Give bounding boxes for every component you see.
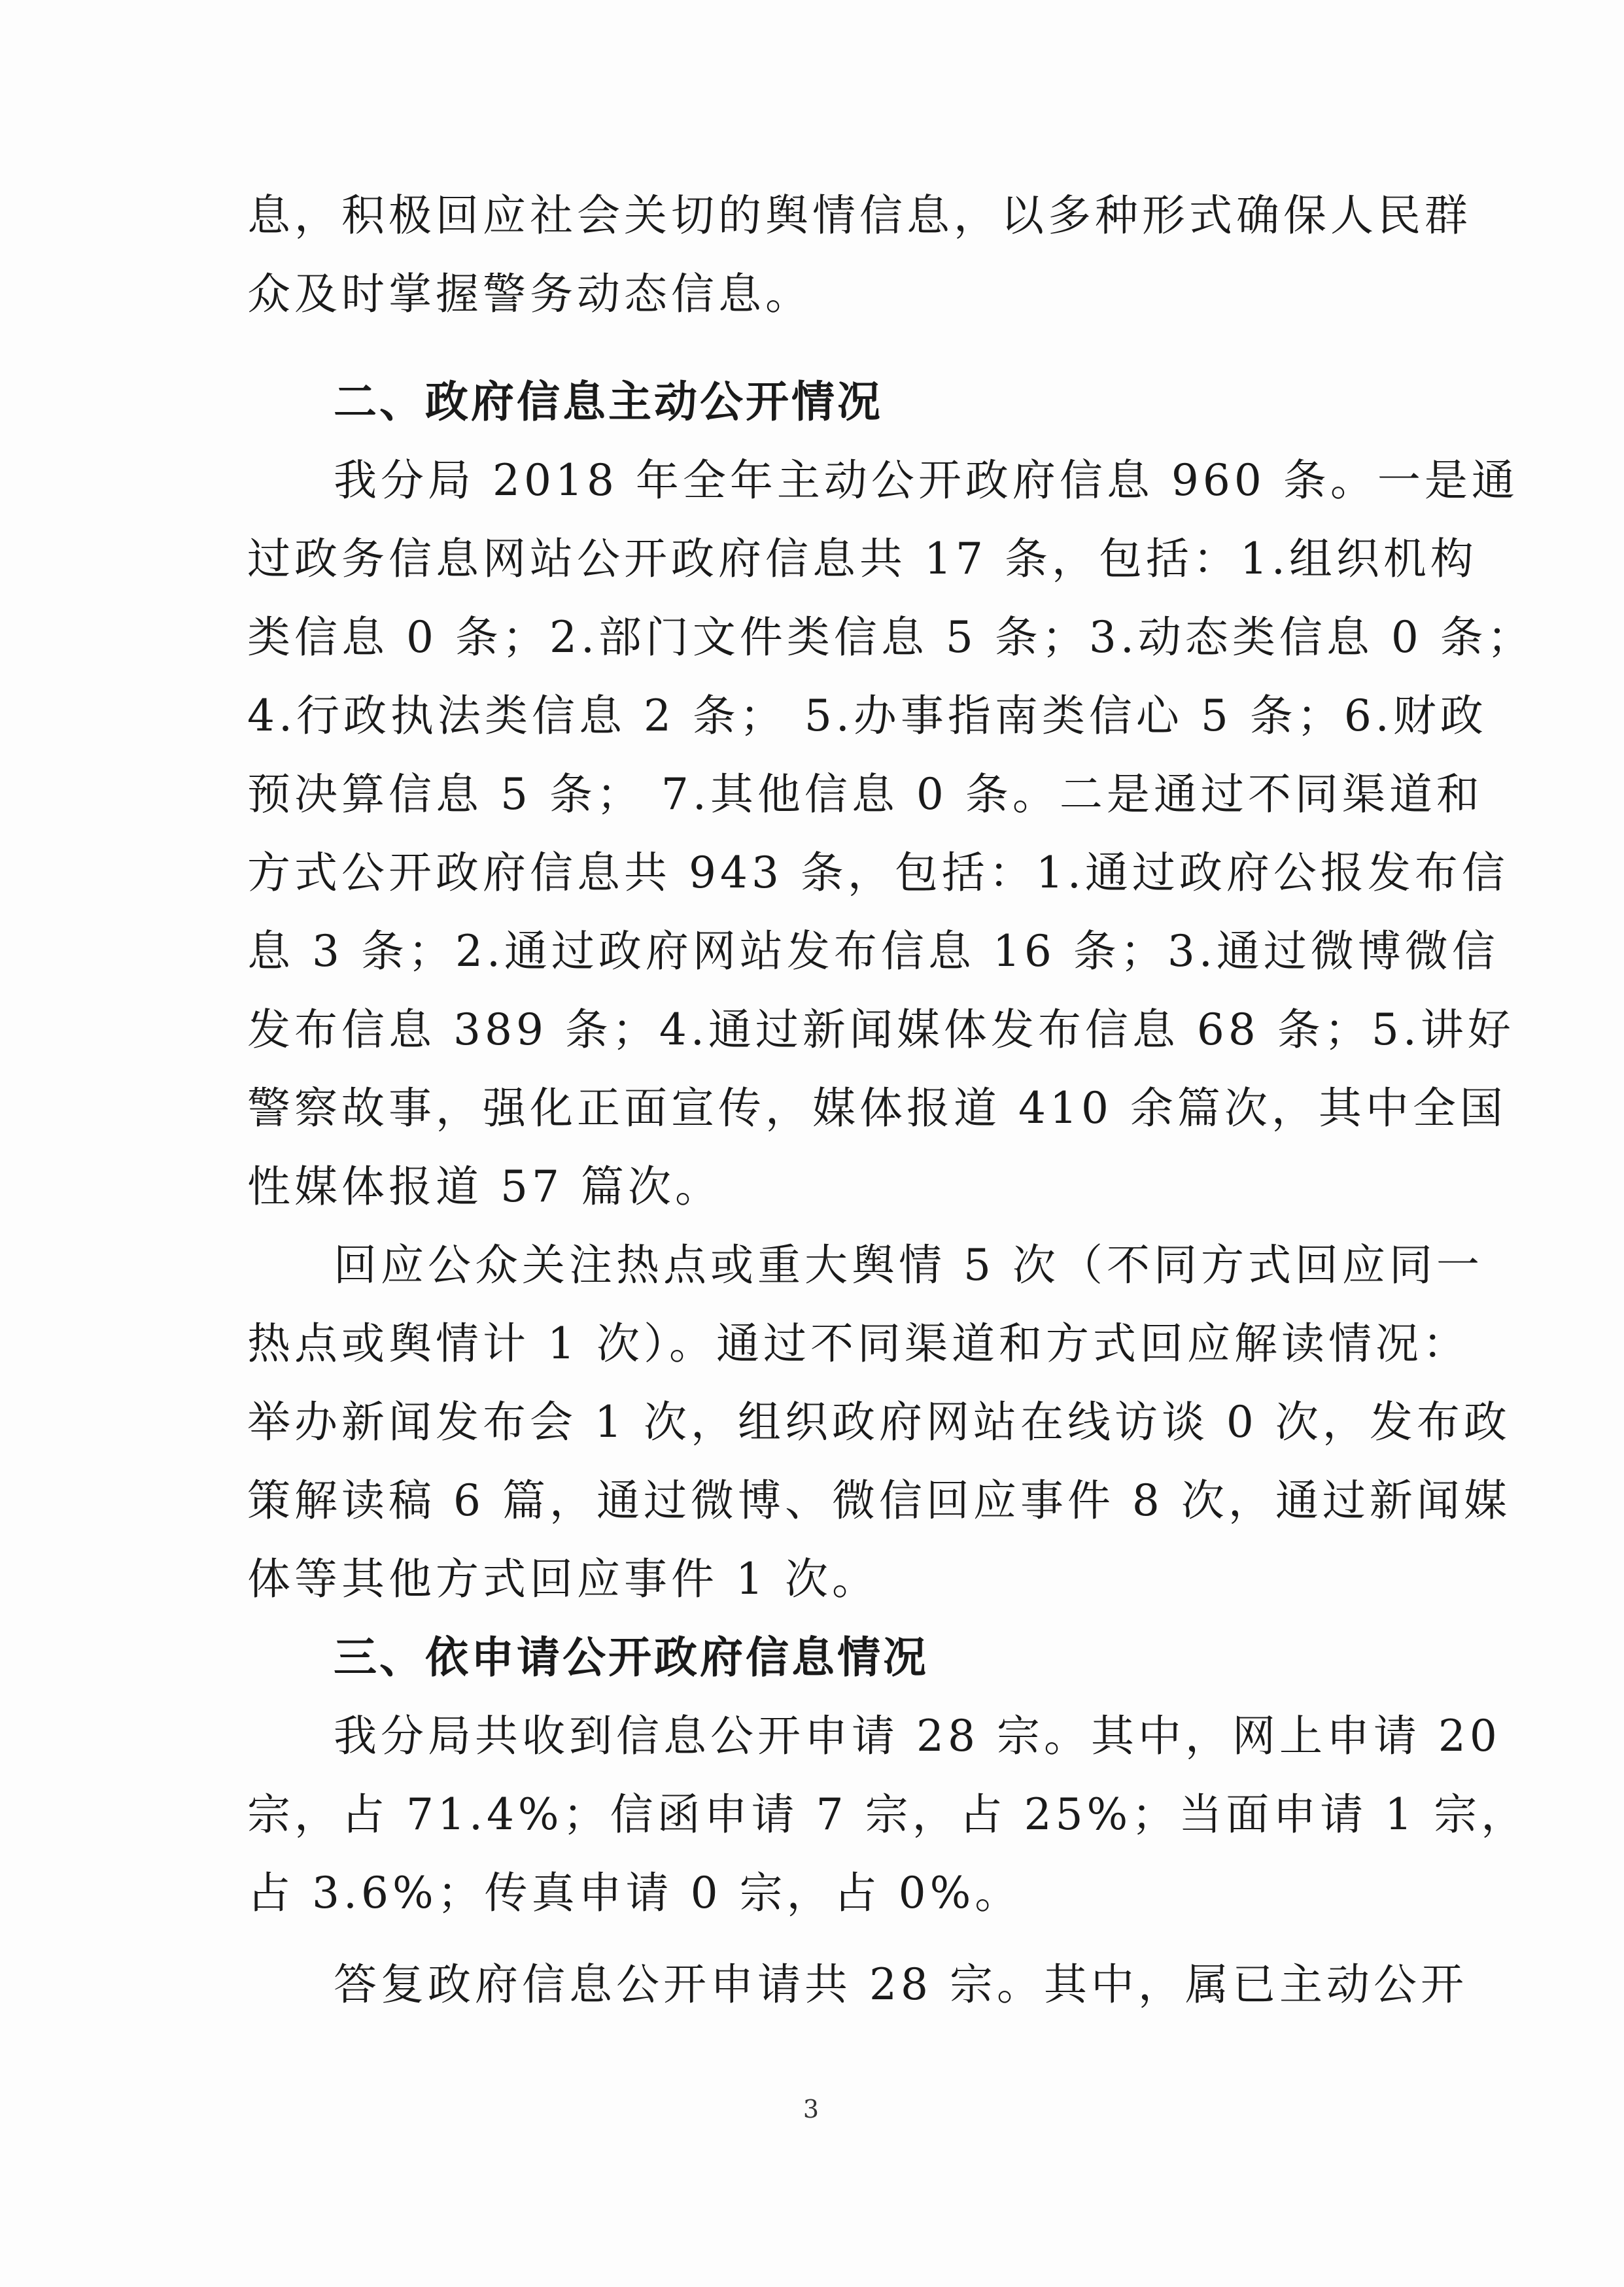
text-line: 众及时掌握警务动态信息。 [247,269,812,319]
text-line: 性媒体报道 57 篇次。 [247,1161,722,1212]
text-line: 预决算信息 5 条； 7.其他信息 0 条。二是通过不同渠道和 [247,769,1483,819]
section-heading-2: 二、政府信息主动公开情况 [334,377,883,427]
text-line: 占 3.6%；传真申请 0 宗，占 0%。 [247,1868,1022,1918]
text-line: 过政务信息网站公开政府信息共 17 条，包括：1.组织机构 [247,534,1477,584]
text-line: 4.行政执法类信息 2 条； 5.办事指南类信心 5 条；6.财政 [247,691,1487,741]
paragraph-line: 答复政府信息公开申请共 28 宗。其中，属已主动公开 [334,1959,1468,2010]
text-line: 息 3 条；2.通过政府网站发布信息 16 条；3.通过微博微信 [247,926,1499,976]
paragraph-line: 我分局 2018 年全年主动公开政府信息 960 条。一是通 [334,455,1519,506]
text-line: 发布信息 389 条；4.通过新闻媒体发布信息 68 条；5.讲好 [247,1005,1515,1055]
text-line: 体等其他方式回应事件 1 次。 [247,1554,879,1604]
paragraph-line: 我分局共收到信息公开申请 28 宗。其中，网上申请 20 [334,1711,1501,1761]
section-heading-3: 三、依申请公开政府信息情况 [334,1632,929,1683]
text-line: 举办新闻发布会 1 次，组织政府网站在线访谈 0 次，发布政 [247,1397,1511,1447]
text-line: 方式公开政府信息共 943 条，包括：1.通过政府公报发布信 [247,848,1509,898]
text-line: 类信息 0 条；2.部门文件类信息 5 条；3.动态类信息 0 条； [247,612,1534,662]
text-line: 警察故事，强化正面宣传，媒体报道 410 余篇次，其中全国 [247,1083,1507,1133]
page-number: 3 [803,2095,820,2124]
paragraph-line: 回应公众关注热点或重大舆情 5 次（不同方式回应同一 [334,1240,1483,1290]
text-line: 息，积极回应社会关切的舆情信息，以多种形式确保人民群 [247,190,1472,241]
text-line: 宗，占 71.4%；信函申请 7 宗，占 25%；当面申请 1 宗， [247,1789,1529,1840]
text-line: 策解读稿 6 篇，通过微博、微信回应事件 8 次，通过新闻媒 [247,1475,1511,1526]
text-line: 热点或舆情计 1 次）。通过不同渠道和方式回应解读情况： [247,1318,1470,1369]
